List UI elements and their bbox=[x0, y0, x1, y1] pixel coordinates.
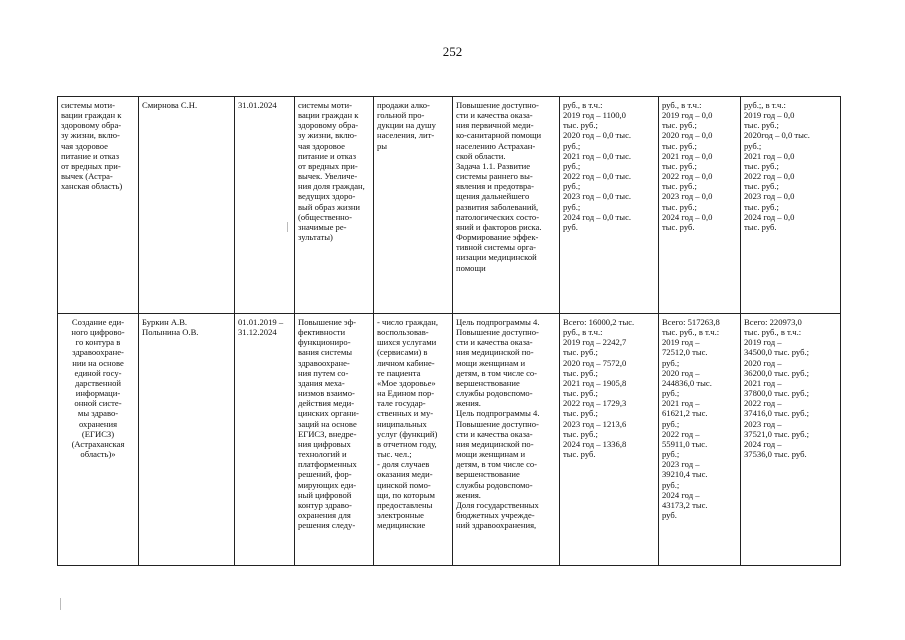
cell-measure-name bbox=[58, 97, 139, 314]
text-line: тыс. руб.; bbox=[563, 347, 598, 358]
text-line: медицинские bbox=[377, 520, 426, 531]
text-line: 2022 год – 0,0 bbox=[662, 171, 713, 182]
text-line: область)» bbox=[80, 449, 116, 460]
text-line: 244836,0 тыс. bbox=[662, 377, 712, 388]
text-line: контур здраво- bbox=[298, 499, 352, 510]
text-line: Буркин А.В. bbox=[142, 317, 188, 327]
text-line: 2021 год – 0,0 bbox=[744, 150, 795, 161]
text-line: 2022 год – 1729,3 bbox=[563, 398, 627, 409]
text-line: руб. bbox=[563, 221, 578, 232]
text-line: 2022 год – 0,0 тыс. bbox=[563, 171, 632, 182]
scan-mark bbox=[60, 598, 61, 610]
text-line: щи, по которым bbox=[377, 489, 435, 500]
cell-funding-2 bbox=[659, 97, 741, 314]
text-line: 2019 год – 0,0 bbox=[744, 110, 795, 121]
text-line: чая здоровое bbox=[298, 140, 345, 151]
cell-indicator bbox=[374, 314, 453, 566]
text-line: тыс. руб., в т.ч.: bbox=[662, 327, 720, 338]
cell-executors bbox=[139, 97, 235, 314]
text-line: тыс. руб.; bbox=[744, 160, 779, 171]
text-line: 39210,4 тыс. bbox=[662, 469, 708, 480]
text-line: функциониро- bbox=[298, 337, 351, 348]
text-line: 2023 год – 0,0 bbox=[662, 191, 713, 202]
cell-funding-1 bbox=[560, 314, 659, 566]
text-line: руб.; bbox=[662, 449, 680, 460]
text-line: ведущих здоро- bbox=[298, 191, 356, 202]
text-line: Смирнова С.Н. bbox=[142, 100, 198, 110]
text-line: решения следу- bbox=[298, 520, 356, 531]
text-line: 36200,0 тыс. руб.; bbox=[744, 367, 809, 378]
text-line: 2022 год – 0,0 bbox=[744, 171, 795, 182]
text-line: вычек. Увеличе- bbox=[298, 171, 358, 182]
text-line: Всего: 16000,2 тыс. bbox=[563, 317, 635, 327]
text-line: детям, в том числе со- bbox=[456, 459, 538, 470]
text-line: сти и качества оказа- bbox=[456, 110, 533, 121]
text-line: тыс. руб.; bbox=[563, 428, 598, 439]
text-line: 2019 год – bbox=[744, 337, 782, 348]
text-line: 2019 год – bbox=[662, 337, 700, 348]
text-line: предоставлены bbox=[377, 499, 433, 510]
text-line: 31.12.2024 bbox=[238, 327, 277, 338]
text-line: питание и отказ bbox=[61, 150, 119, 161]
text-line: тыс. руб.; bbox=[563, 408, 598, 419]
text-line: Цель подпрограммы 4. bbox=[456, 317, 540, 327]
text-line: здания меха- bbox=[298, 377, 345, 388]
text-line: 2021 год – 0,0 bbox=[662, 150, 713, 161]
text-line: шихся услугами bbox=[377, 337, 437, 348]
text-line: руб.; bbox=[563, 181, 581, 192]
text-line: вания системы bbox=[298, 347, 353, 358]
text-line: 2022 год – bbox=[744, 398, 782, 409]
cell-funding-3 bbox=[741, 314, 841, 566]
text-line: 2023 год – bbox=[662, 459, 700, 470]
text-line: вычек (Астра- bbox=[61, 171, 113, 182]
text-line: тыс. руб.; bbox=[662, 181, 697, 192]
text-line: 2022 год – bbox=[662, 428, 700, 439]
text-line: питание и отказ bbox=[298, 150, 356, 161]
text-line: го контура в bbox=[75, 337, 121, 348]
text-line: онной систе- bbox=[74, 398, 122, 409]
text-line: значимые ре- bbox=[298, 221, 347, 232]
text-line: ного цифрово- bbox=[71, 327, 125, 338]
text-line: тыс. руб.; bbox=[662, 140, 697, 151]
text-line: 37536,0 тыс. руб. bbox=[744, 449, 807, 460]
table-row bbox=[58, 314, 841, 566]
text-line: щения дальнейшего bbox=[456, 191, 530, 202]
scan-mark bbox=[287, 222, 288, 232]
text-line: гольной про- bbox=[377, 110, 425, 121]
text-line: те пациента bbox=[377, 367, 421, 378]
text-line: нии на основе bbox=[72, 357, 124, 368]
text-line: руб. bbox=[662, 509, 677, 520]
text-line: вый образ жизни bbox=[298, 201, 361, 212]
text-line: вации граждан к bbox=[298, 110, 359, 121]
text-line: явления и предотвра- bbox=[456, 181, 534, 192]
text-line: 2020 год – bbox=[744, 357, 782, 368]
text-line: службы родовспомо- bbox=[456, 479, 533, 490]
cell-funding-3 bbox=[741, 97, 841, 314]
text-line: системы моти- bbox=[298, 100, 352, 110]
text-line: 2020 год – 0,0 тыс. bbox=[563, 130, 632, 141]
text-line: бюджетных учрежде- bbox=[456, 509, 535, 520]
text-line: 2020 год – 7572,0 bbox=[563, 357, 627, 368]
text-line: оказания меди- bbox=[377, 469, 433, 480]
text-line: руб., в т.ч.: bbox=[563, 327, 603, 338]
cell-expected-result bbox=[295, 314, 374, 566]
cell-indicator bbox=[374, 97, 453, 314]
cell-funding-1 bbox=[560, 97, 659, 314]
text-line: ния путем со- bbox=[298, 367, 349, 378]
cell-measure-name bbox=[58, 314, 139, 566]
text-line: ния доля граждан, bbox=[298, 181, 365, 192]
text-line: низмов взаимо- bbox=[298, 388, 355, 399]
text-line: 2019 год – 1100,0 bbox=[563, 110, 626, 121]
text-line: Доля государственных bbox=[456, 499, 539, 510]
text-line: зу жизни, вклю- bbox=[61, 130, 120, 141]
text-line: ственных и му- bbox=[377, 408, 434, 419]
text-line: руб.; bbox=[563, 140, 581, 151]
text-line: ры bbox=[377, 140, 388, 151]
text-line: на Едином пор- bbox=[377, 388, 435, 399]
text-line: от вредных при- bbox=[61, 160, 121, 171]
text-line: охранения bbox=[78, 418, 118, 429]
text-line: «Мое здоровье» bbox=[377, 377, 436, 388]
text-line: 2024 год – 0,0 bbox=[662, 211, 713, 222]
cell-executors bbox=[139, 314, 235, 566]
text-line: сти и качества оказа- bbox=[456, 337, 533, 348]
text-line: 2024 год – 1336,8 bbox=[563, 438, 627, 449]
text-line: 2019 год – 2242,7 bbox=[563, 337, 627, 348]
text-line: детям, в том числе со- bbox=[456, 367, 538, 378]
text-line: 2024 год – 0,0 тыс. bbox=[563, 211, 632, 222]
text-line: мирующих еди- bbox=[298, 479, 357, 490]
text-line: руб.; bbox=[662, 388, 680, 399]
text-line: тыс. руб. bbox=[662, 221, 695, 232]
text-line: руб.; bbox=[662, 357, 680, 368]
text-line: 2021 год – 0,0 тыс. bbox=[563, 150, 632, 161]
text-line: чая здоровое bbox=[61, 140, 108, 151]
text-line: населения, лит- bbox=[377, 130, 435, 141]
text-line: действия меди- bbox=[298, 398, 355, 409]
text-line: тыс. руб.; bbox=[563, 388, 598, 399]
text-line: информаци- bbox=[75, 388, 121, 399]
table-body bbox=[58, 97, 841, 566]
text-line: ниципальных bbox=[377, 418, 427, 429]
program-table bbox=[57, 96, 841, 566]
text-line: тыс. чел.; bbox=[377, 449, 412, 460]
cell-goals bbox=[453, 97, 560, 314]
text-line: 55911,0 тыс. bbox=[662, 438, 708, 449]
text-line: руб.;, в т.ч.: bbox=[744, 100, 786, 110]
text-line: руб.; bbox=[563, 160, 581, 171]
text-line: вации граждан к bbox=[61, 110, 122, 121]
text-line: электронные bbox=[377, 509, 424, 520]
text-line: мощи женщинам и bbox=[456, 357, 526, 368]
text-line: в отчетном году, bbox=[377, 438, 437, 449]
text-line: 2021 год – bbox=[744, 377, 782, 388]
text-line: личном кабине- bbox=[377, 357, 435, 368]
text-line: руб.; bbox=[662, 418, 680, 429]
text-line: тыс. руб.; bbox=[563, 120, 598, 131]
cell-dates bbox=[235, 97, 295, 314]
text-line: тыс. руб., в т.ч.: bbox=[744, 327, 802, 338]
text-line: патологических состо- bbox=[456, 211, 540, 222]
text-line: тыс. руб. bbox=[563, 449, 596, 460]
text-line: системы моти- bbox=[61, 100, 115, 110]
text-line: яний и факторов риска. bbox=[456, 221, 542, 232]
text-line: зу жизни, вклю- bbox=[298, 130, 357, 141]
text-line: сти и качества оказа- bbox=[456, 428, 533, 439]
text-line: ния медицинской по- bbox=[456, 347, 534, 358]
text-line: 61621,2 тыс. bbox=[662, 408, 708, 419]
text-line: Повышение эф- bbox=[298, 317, 356, 327]
text-line: тыс. руб.; bbox=[744, 181, 779, 192]
text-line: Повышение доступно- bbox=[456, 418, 539, 429]
text-line: 31.01.2024 bbox=[238, 100, 277, 110]
text-line: технологий и bbox=[298, 449, 347, 460]
text-line: вершенствование bbox=[456, 469, 520, 480]
text-line: ЕГИСЗ, внедре- bbox=[298, 428, 357, 439]
text-line: ской области. bbox=[456, 150, 506, 161]
text-line: Повышение доступно- bbox=[456, 327, 539, 338]
text-line: фективности bbox=[298, 327, 346, 338]
text-line: услуг (функций) bbox=[377, 428, 438, 439]
text-line: населению Астрахан- bbox=[456, 140, 536, 151]
text-line: охранения для bbox=[298, 509, 351, 520]
text-line: здравоохране- bbox=[298, 357, 350, 368]
text-line: ния первичной меди- bbox=[456, 120, 534, 131]
text-line: руб.; bbox=[662, 479, 680, 490]
text-line: дарственной bbox=[75, 377, 121, 388]
text-line: развития заболеваний, bbox=[456, 201, 539, 212]
cell-dates bbox=[235, 314, 295, 566]
text-line: 2023 год – 0,0 bbox=[744, 191, 795, 202]
text-line: ный цифровой bbox=[298, 489, 352, 500]
text-line: ния медицинской по- bbox=[456, 438, 534, 449]
text-line: воспользовав- bbox=[377, 327, 429, 338]
text-line: 2021 год – 1905,8 bbox=[563, 377, 627, 388]
text-line: руб.; bbox=[744, 140, 762, 151]
text-line: тале государ- bbox=[377, 398, 426, 409]
text-line: ния цифровых bbox=[298, 438, 351, 449]
text-line: Создание еди- bbox=[71, 317, 125, 327]
text-line: - доля случаев bbox=[377, 459, 430, 470]
text-line: ханская область) bbox=[61, 181, 123, 192]
text-line: руб., в т.ч.: bbox=[662, 100, 702, 110]
text-line: службы родовспомо- bbox=[456, 388, 533, 399]
text-line: 2024 год – bbox=[744, 438, 782, 449]
text-line: здоровому обра- bbox=[298, 120, 359, 131]
text-line: тыс. руб.; bbox=[662, 120, 697, 131]
cell-funding-2 bbox=[659, 314, 741, 566]
text-line: здравоохране- bbox=[72, 347, 124, 358]
text-line: 2023 год – 0,0 тыс. bbox=[563, 191, 632, 202]
text-line: тыс. руб.; bbox=[744, 120, 779, 131]
text-line: 2023 год – 1213,6 bbox=[563, 418, 627, 429]
text-line: 72512,0 тыс. bbox=[662, 347, 708, 358]
text-line: Полынина О.В. bbox=[142, 327, 199, 338]
text-line: цинской помо- bbox=[377, 479, 431, 490]
text-line: 2023 год – bbox=[744, 418, 782, 429]
text-line: зультаты) bbox=[298, 232, 333, 243]
text-line: Задача 1.1. Развитие bbox=[456, 160, 531, 171]
text-line: тыс. руб.; bbox=[662, 201, 697, 212]
text-line: помощи bbox=[456, 262, 486, 273]
text-line: от вредных при- bbox=[298, 160, 358, 171]
text-line: 2021 год – bbox=[662, 398, 700, 409]
text-line: 37800,0 тыс. руб.; bbox=[744, 388, 809, 399]
text-line: Цель подпрограммы 4. bbox=[456, 408, 540, 419]
cell-goals bbox=[453, 314, 560, 566]
text-line: 2020 год – bbox=[662, 367, 700, 378]
text-line: тыс. руб.; bbox=[744, 201, 779, 212]
text-line: 2020 год – 0,0 bbox=[662, 130, 713, 141]
text-line: 2019 год – 0,0 bbox=[662, 110, 713, 121]
text-line: единой госу- bbox=[74, 367, 122, 378]
text-line: 43173,2 тыс. bbox=[662, 499, 708, 510]
text-line: системы раннего вы- bbox=[456, 171, 533, 182]
text-line: мы здраво- bbox=[77, 408, 119, 419]
text-line: дукции на душу bbox=[377, 120, 436, 131]
text-line: 2024 год – bbox=[662, 489, 700, 500]
text-line: 34500,0 тыс. руб.; bbox=[744, 347, 809, 358]
text-line: ко-санитарной помощи bbox=[456, 130, 542, 141]
text-line: решений, фор- bbox=[298, 469, 352, 480]
text-line: 37416,0 тыс. руб.; bbox=[744, 408, 809, 419]
text-line: низации медицинской bbox=[456, 252, 537, 263]
text-line: руб.; bbox=[563, 201, 581, 212]
text-line: (сервисами) в bbox=[377, 347, 428, 358]
text-line: Формирование эффек- bbox=[456, 232, 539, 243]
text-line: жения. bbox=[456, 398, 481, 409]
text-line: - число граждан, bbox=[377, 317, 438, 327]
text-line: (Астраханская bbox=[71, 438, 125, 449]
text-line: Всего: 220973,0 bbox=[744, 317, 802, 327]
text-line: продажи алко- bbox=[377, 100, 430, 110]
page-number: 252 bbox=[442, 44, 463, 59]
table-row bbox=[58, 97, 841, 314]
text-line: тыс. руб. bbox=[744, 221, 777, 232]
text-line: руб., в т.ч.: bbox=[563, 100, 603, 110]
text-line: Всего: 517263,8 bbox=[662, 317, 720, 327]
text-line: 37521,0 тыс. руб.; bbox=[744, 428, 809, 439]
text-line: Повышение доступно- bbox=[456, 100, 539, 110]
text-line: (ЕГИСЗ) bbox=[81, 428, 115, 439]
text-line: 2024 год – 0,0 bbox=[744, 211, 795, 222]
text-line: заций на основе bbox=[298, 418, 357, 429]
text-line: жения. bbox=[456, 489, 481, 500]
text-line: цинских органи- bbox=[298, 408, 359, 419]
text-line: мощи женщинам и bbox=[456, 449, 526, 460]
text-line: здоровому обра- bbox=[61, 120, 122, 131]
text-line: тыс. руб.; bbox=[563, 367, 598, 378]
text-line: тыс. руб.; bbox=[662, 160, 697, 171]
text-line: (общественно- bbox=[298, 211, 352, 222]
text-line: платформенных bbox=[298, 459, 357, 470]
text-line: 01.01.2019 – bbox=[238, 317, 284, 327]
text-line: вершенствование bbox=[456, 377, 520, 388]
cell-expected-result bbox=[295, 97, 374, 314]
text-line: 2020год – 0,0 тыс. bbox=[744, 130, 810, 141]
text-line: ний здравоохранения, bbox=[456, 520, 537, 531]
text-line: тивной системы орга- bbox=[456, 242, 537, 253]
